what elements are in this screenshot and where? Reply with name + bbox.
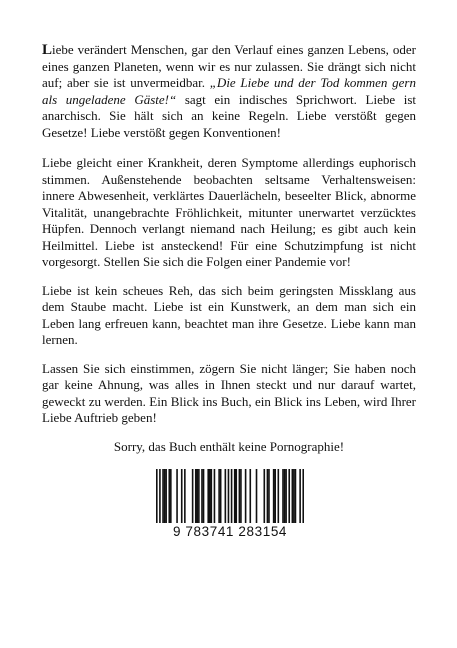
barcode-bar xyxy=(203,469,205,523)
barcode-bar xyxy=(162,469,164,523)
paragraph-4: Lassen Sie sich einstimmen, zögern Sie nicht länger; Sie haben noch gar keine Ahnung, was alles in Ihnen steckt und nur darauf wartet, geweckt zu werden. Ein Blick ins Buch, ein Blick ins Leben, wird Ihrer Liebe Auftrieb geben! xyxy=(42,360,416,425)
barcode-bar xyxy=(234,469,236,523)
barcode-bar xyxy=(263,469,265,523)
barcode-bar xyxy=(197,469,199,523)
paragraph-1 xyxy=(42,42,416,141)
paragraph-1-text-b: sagt ein indisches Sprichwort. Liebe ist anarchisch. Sie hält sich an keine Regeln. Liebe verstößt gegen Gesetze! Liebe verstößt gegen Konventionen! xyxy=(42,91,416,140)
barcode-bar xyxy=(159,469,161,523)
barcode-bar xyxy=(239,469,241,523)
barcode-bar xyxy=(267,469,269,523)
barcode-bar xyxy=(164,469,166,523)
barcode-bar xyxy=(156,469,158,523)
barcode-bar xyxy=(201,469,203,523)
barcode-bar xyxy=(228,469,230,523)
barcode-bar xyxy=(293,469,295,523)
barcode-bar xyxy=(181,469,183,523)
barcode-bar xyxy=(195,469,197,523)
barcode-bar xyxy=(240,469,242,523)
barcode-bar xyxy=(274,469,276,523)
blurb-text xyxy=(42,42,416,455)
barcode-bar xyxy=(220,469,222,523)
barcode-bar xyxy=(273,469,275,523)
barcode-bar xyxy=(214,469,216,523)
drop-cap: L xyxy=(42,42,53,58)
paragraph-2: Liebe gleicht einer Krankheit, deren Symptome allerdings euphorisch stimmen. Außenstehende beobachten seltsame Verhaltensweisen: innere Abwesenheit, verklärtes Dauerlächeln, beseelter Blick, abnorme Vitalität, unangebrachte Fröhlichkeit, mitunter unerwartet verzücktes Hüpfen. Dennoch verlangt niemand nach Heilung; es gibt auch kein Heilmittel. Liebe ist ansteckend! Für eine Schutzimpfung ist nicht vorgesorgt. Stellen Sie sich die Folgen einer Pandemie vor! xyxy=(42,155,416,269)
barcode-bar xyxy=(168,469,170,523)
barcode-bar xyxy=(192,469,194,523)
barcode-bar xyxy=(218,469,220,523)
barcode-bar xyxy=(299,469,301,523)
barcode-bar xyxy=(235,469,237,523)
barcode-bar xyxy=(292,469,294,523)
barcode-bar xyxy=(302,469,304,523)
barcode-bar xyxy=(245,469,247,523)
isbn-barcode xyxy=(148,465,312,547)
barcode-bar xyxy=(249,469,251,523)
barcode-bar xyxy=(288,469,290,523)
barcode-bar xyxy=(268,469,270,523)
closing-line: Sorry, das Buch enthält keine Pornographie! xyxy=(113,438,345,454)
barcode-bar xyxy=(256,469,258,523)
barcode-bar xyxy=(209,469,211,523)
barcode-bar xyxy=(295,469,297,523)
barcode-bar xyxy=(278,469,280,523)
barcode-bar xyxy=(211,469,213,523)
barcode-bar xyxy=(176,469,178,523)
barcode-bar xyxy=(207,469,209,523)
barcode-bar xyxy=(165,469,167,523)
isbn-number: 9 783741 283154 xyxy=(172,524,288,539)
barcode-bar xyxy=(225,469,227,523)
barcode-bar xyxy=(285,469,287,523)
barcode-bar xyxy=(170,469,172,523)
barcode-bars xyxy=(156,469,304,523)
barcode-bar xyxy=(198,469,200,523)
paragraph-1-text-a: iebe verändert Menschen, gar den Verlauf eines ganzen Lebens, oder eines ganzen Planeten, wenn wir es nur zulassen. Sie drängt sich nicht auf; aber sie ist unvermeidbar. xyxy=(42,42,416,90)
paragraph-3: Liebe ist kein scheues Reh, das sich beim geringsten Missklang aus dem Staube macht. Liebe ist ein Kunstwerk, an dem man sich ein Leben lang erfreuen kann, beachtet man ihre Gesetze. Liebe kann man lernen. xyxy=(42,282,416,347)
barcode-bar xyxy=(184,469,186,523)
barcode-bar xyxy=(282,469,284,523)
barcode-bar xyxy=(284,469,286,523)
proverb-quote: „Die Liebe und der Tod kommen gern als ungeladene Gäste!“ xyxy=(42,75,416,107)
barcode-bar xyxy=(231,469,233,523)
